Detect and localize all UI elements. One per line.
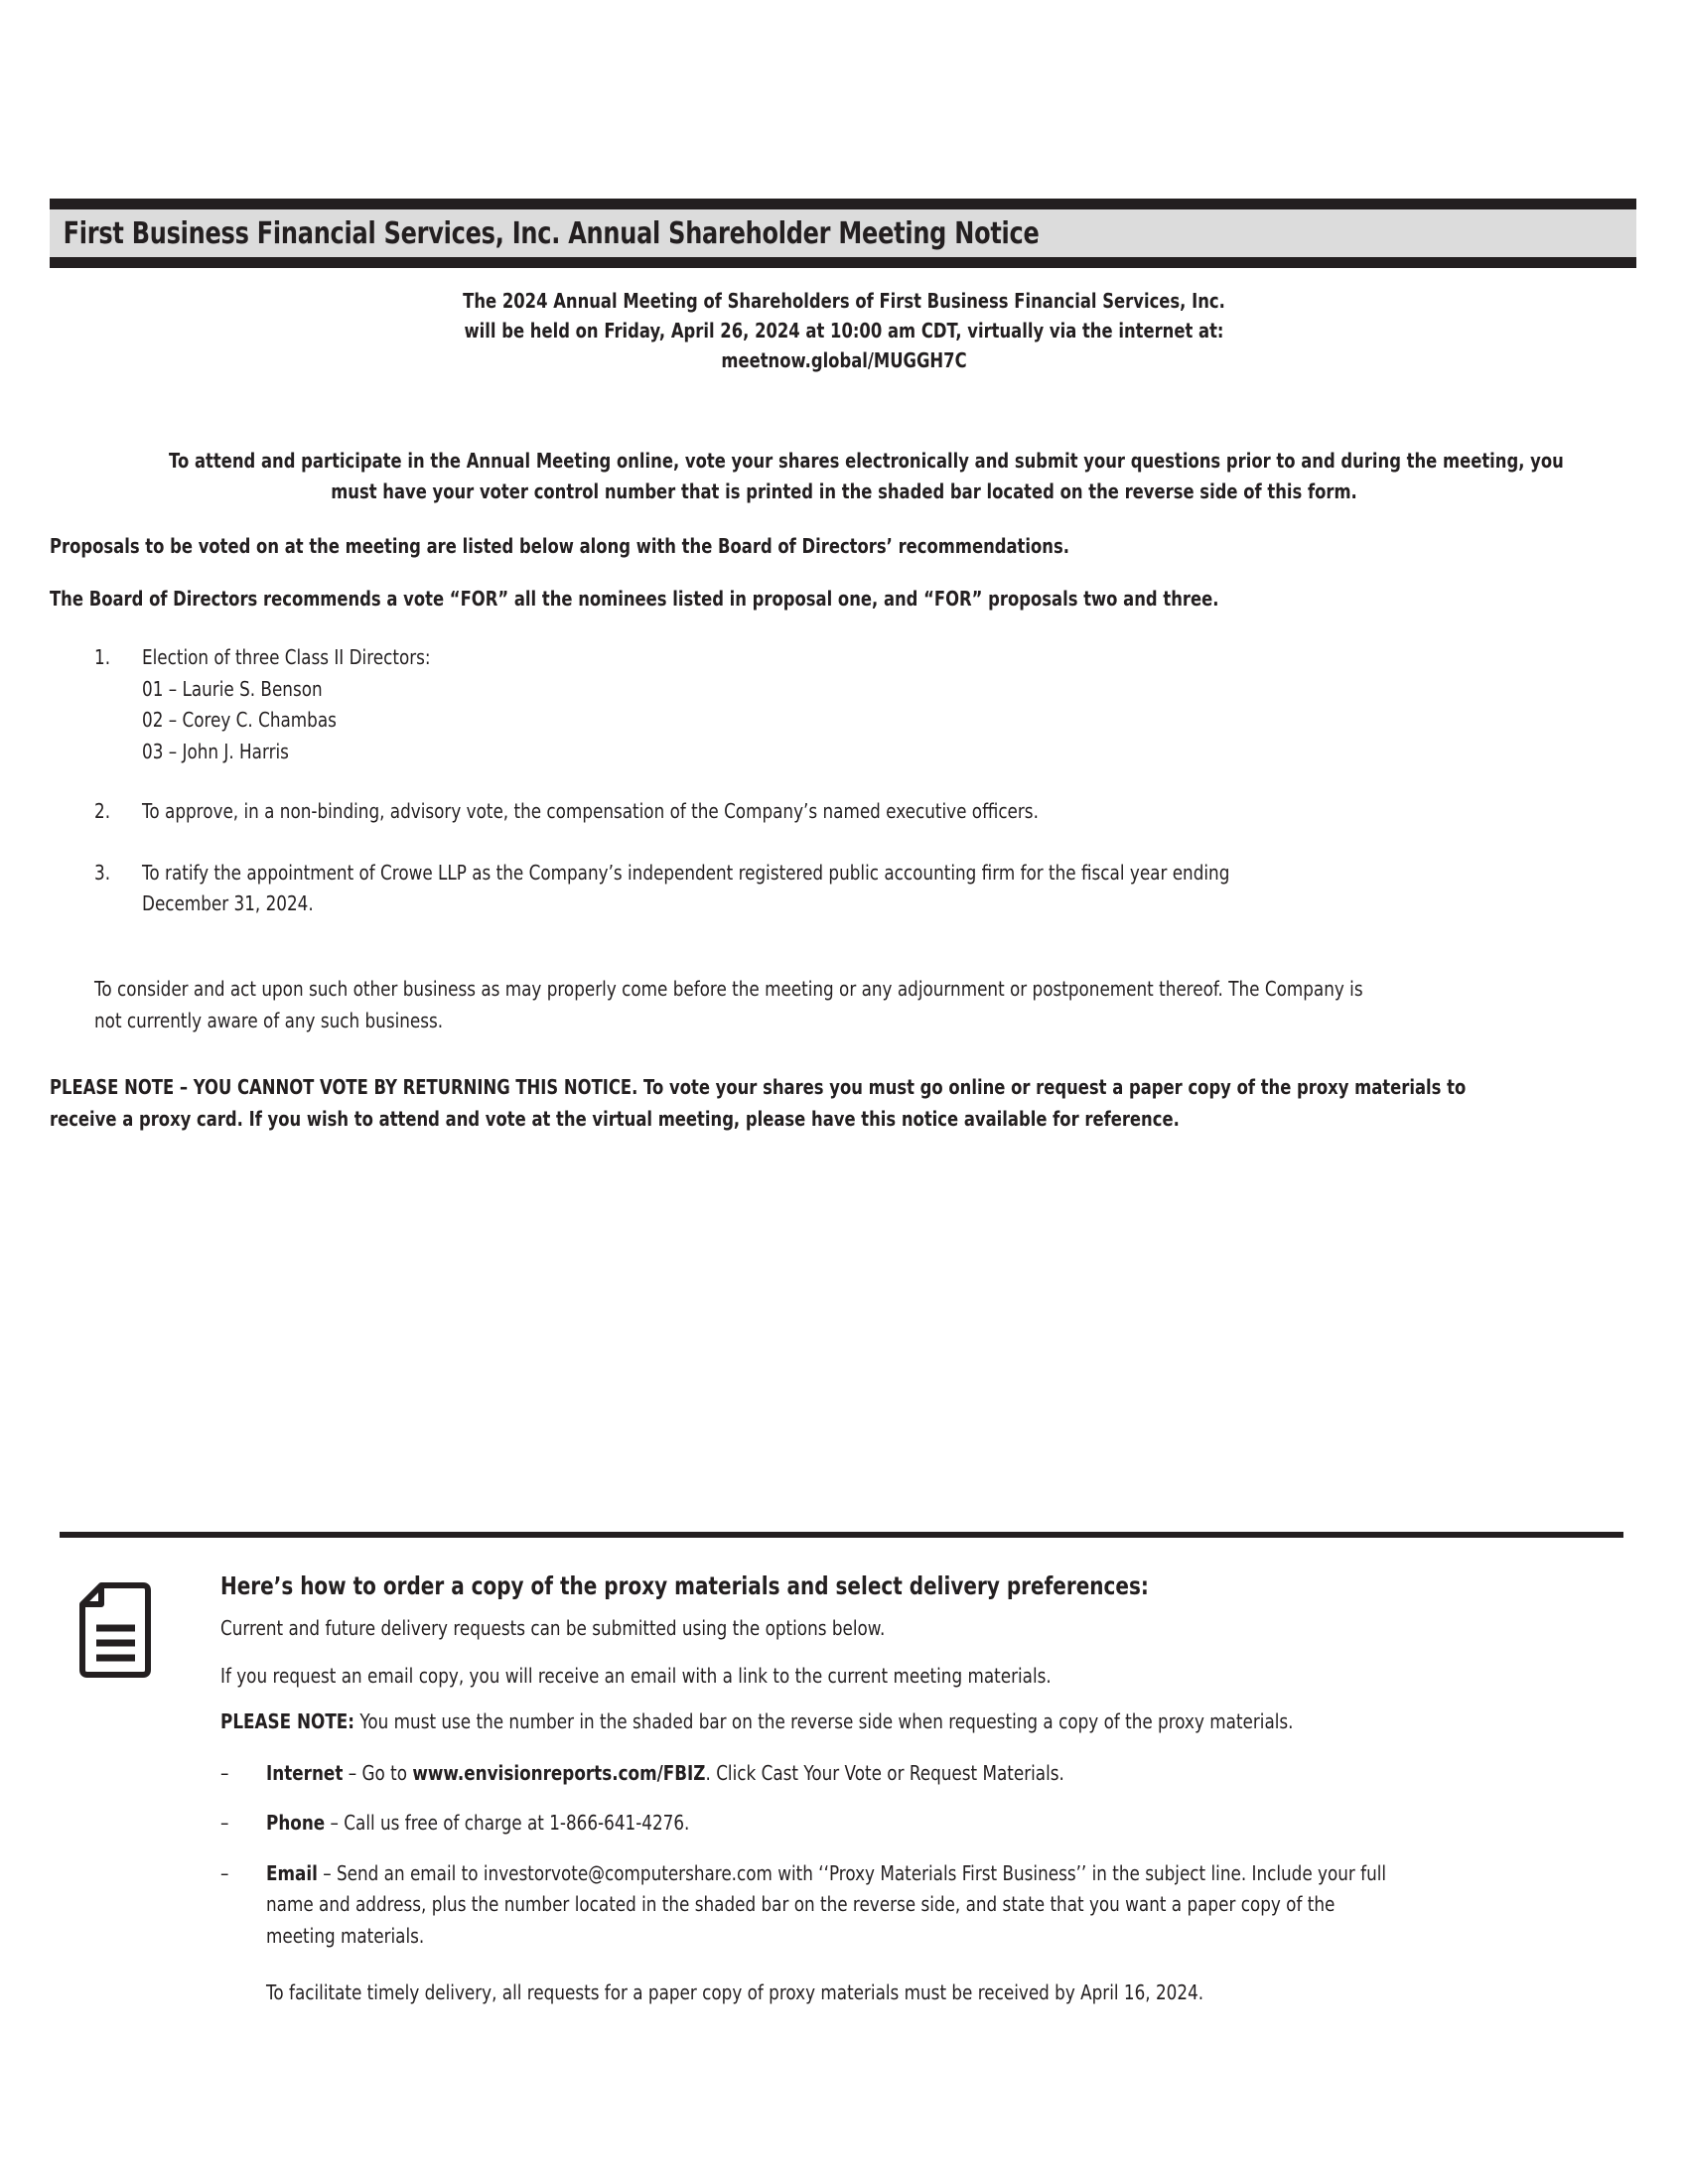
proposal-number: 3. bbox=[94, 860, 111, 885]
attend-instructions-line-2: must have your voter control number that is printed in the shaded bar located on the reverse side of this form. bbox=[331, 479, 1357, 503]
proposal-3-text-line-2: December 31, 2024. bbox=[142, 891, 314, 915]
other-business-line-1: To consider and act upon such other business as may properly come before the meeting or any adjournment or postponement thereof. The Company is bbox=[94, 977, 1363, 1001]
delivery-deadline-text: To facilitate timely delivery, all requests for a paper copy of proxy materials must be received by April 16, 2024. bbox=[266, 1980, 1204, 2004]
proposal-number: 1. bbox=[94, 645, 111, 669]
phone-line bbox=[266, 1808, 1385, 1840]
envisionreports-link[interactable]: www.envisionreports.com/FBIZ bbox=[412, 1760, 706, 1785]
order-materials-para-1: Current and future delivery requests can be submitted using the options below. bbox=[220, 1616, 886, 1640]
section-divider bbox=[60, 1532, 1623, 1538]
proposal-3-text-line-1: To ratify the appointment of Crowe LLP as the Company’s independent registered public accounting firm for the fiscal year ending bbox=[142, 860, 1230, 885]
proposal-body bbox=[142, 858, 1643, 920]
delivery-deadline-note bbox=[266, 1978, 1630, 2009]
other-business-paragraph bbox=[94, 974, 1628, 1036]
bullet-dash-icon: – bbox=[220, 1760, 229, 1785]
please-note-block bbox=[50, 1071, 1688, 1135]
nominee-01: 01 – Laurie S. Benson bbox=[142, 676, 323, 701]
email-line-2: name and address, plus the number located in the shaded bar on the reverse side, and state that you want a paper copy of the bbox=[266, 1892, 1336, 1916]
internet-label: Internet bbox=[266, 1760, 344, 1785]
document-icon bbox=[77, 1580, 153, 1685]
email-line-3: meeting materials. bbox=[266, 1923, 425, 1948]
order-materials-note-label: PLEASE NOTE: bbox=[220, 1709, 355, 1733]
attend-instructions bbox=[0, 446, 1688, 507]
delivery-option-internet-text bbox=[266, 1758, 1630, 1790]
header-bottom-rule bbox=[50, 257, 1636, 268]
delivery-option-phone bbox=[220, 1808, 1630, 1840]
proposal-body bbox=[142, 642, 1643, 767]
proposals-intro bbox=[50, 531, 1325, 561]
delivery-option-email-text bbox=[266, 1858, 1632, 1953]
proposal-item-2 bbox=[94, 796, 1643, 828]
proposal-number: 2. bbox=[94, 799, 111, 823]
email-label: Email bbox=[266, 1860, 318, 1885]
proposals-intro-text: Proposals to be voted on at the meeting are listed below along with the Board of Directors’ recommendations. bbox=[50, 534, 1069, 558]
delivery-option-phone-text bbox=[266, 1808, 1630, 1840]
order-materials-note bbox=[220, 1706, 1376, 1738]
internet-text-before: – Go to bbox=[343, 1760, 413, 1785]
attend-instructions-line-1: To attend and participate in the Annual Meeting online, vote your shares electronically and submit your questions prior to and during the meeting, you bbox=[169, 449, 1564, 473]
meeting-info bbox=[0, 286, 1688, 375]
board-recommendation-text: The Board of Directors recommends a vote “FOR” all the nominees listed in proposal one, and “FOR” proposals two and three. bbox=[50, 587, 1219, 611]
nominee-02: 02 – Corey C. Chambas bbox=[142, 708, 337, 732]
proposal-body bbox=[142, 796, 1643, 828]
meeting-info-line-1: The 2024 Annual Meeting of Shareholders of First Business Financial Services, Inc. bbox=[463, 289, 1225, 313]
internet-text-after: . Click Cast Your Vote or Request Materials. bbox=[705, 1760, 1064, 1785]
email-line-1 bbox=[266, 1858, 1386, 1890]
internet-line bbox=[266, 1758, 1385, 1790]
other-business-line-2: not currently aware of any such business. bbox=[94, 1008, 444, 1032]
delivery-option-email bbox=[220, 1858, 1630, 1953]
board-recommendation bbox=[50, 584, 1511, 614]
header-top-rule bbox=[50, 199, 1636, 209]
phone-number-text: – Call us free of charge at 1-866-641-4276. bbox=[325, 1811, 690, 1835]
email-address-text: – Send an email to investorvote@computershare.com with ‘‘Proxy Materials First Business’’ in the subject line. Include your full bbox=[317, 1860, 1387, 1885]
please-note-line-1: PLEASE NOTE – YOU CANNOT VOTE BY RETURNING THIS NOTICE. To vote your shares you must go online or request a paper copy of the proxy materials to bbox=[50, 1075, 1467, 1099]
delivery-options-list bbox=[220, 1758, 1630, 1953]
please-note-line-2: receive a proxy card. If you wish to attend and vote at the virtual meeting, please have this notice available for reference. bbox=[50, 1107, 1180, 1131]
order-materials-content bbox=[220, 1569, 1630, 2009]
proposal-2-text: To approve, in a non-binding, advisory vote, the compensation of the Company’s named executive officers. bbox=[142, 799, 1039, 823]
proposal-1-title: Election of three Class II Directors: bbox=[142, 645, 431, 669]
delivery-option-internet bbox=[220, 1758, 1630, 1790]
nominee-03: 03 – John J. Harris bbox=[142, 739, 289, 763]
proposal-item-1 bbox=[94, 642, 1643, 767]
meeting-info-line-2: will be held on Friday, April 26, 2024 at 10:00 am CDT, virtually via the internet at: bbox=[464, 319, 1224, 342]
bullet-dash-icon: – bbox=[220, 1811, 229, 1835]
proposal-list bbox=[94, 642, 1643, 920]
order-materials-heading: Here’s how to order a copy of the proxy materials and select delivery preferences: bbox=[220, 1571, 1149, 1600]
order-materials-note-text: You must use the number in the shaded bar on the reverse side when requesting a copy of the proxy materials. bbox=[354, 1709, 1294, 1733]
phone-label: Phone bbox=[266, 1811, 326, 1835]
header-banner bbox=[50, 199, 1636, 268]
header-gray-bar bbox=[50, 209, 1636, 257]
bullet-dash-icon: – bbox=[220, 1860, 229, 1885]
order-materials-para-2: If you request an email copy, you will receive an email with a link to the current meeting materials. bbox=[220, 1663, 1052, 1688]
page-title: First Business Financial Services, Inc. Annual Shareholder Meeting Notice bbox=[63, 215, 1040, 251]
proposal-item-3 bbox=[94, 858, 1643, 920]
meeting-url: meetnow.global/MUGGH7C bbox=[721, 348, 967, 372]
